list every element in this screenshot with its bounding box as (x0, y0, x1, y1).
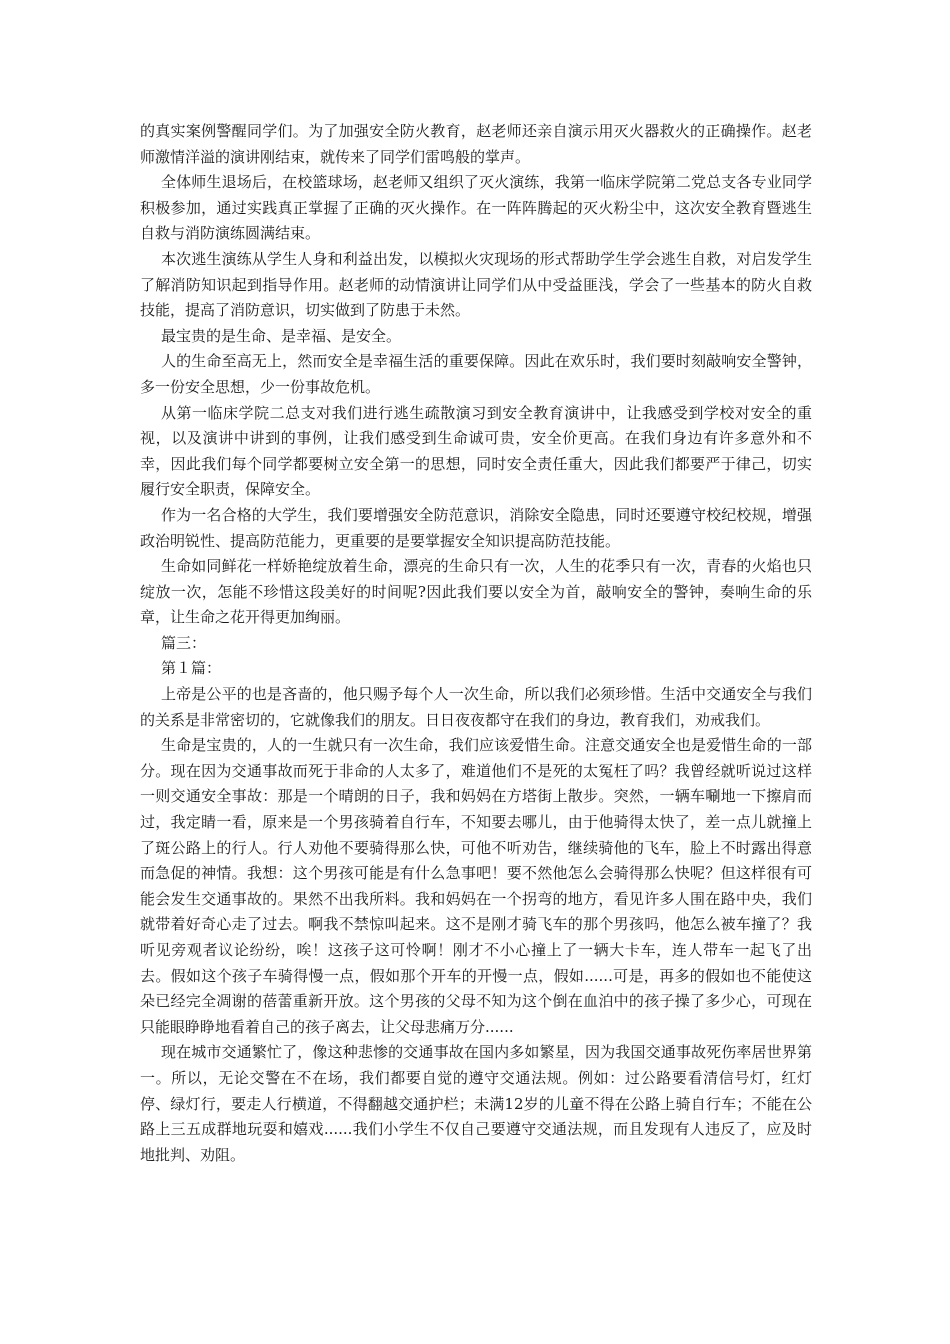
paragraph: 的真实案例警醒同学们。为了加强安全防火教育，赵老师还亲自演示用灭火器救火的正确操作。赵老师激情洋溢的演讲刚结束，就传来了同学们雷鸣般的掌声。 (140, 122, 812, 166)
paragraph: 上帝是公平的也是吝啬的，他只赐予每个人一次生命，所以我们必须珍惜。生活中交通安全与我们的关系是非常密切的，它就像我们的朋友。日日夜夜都守在我们的身边，教育我们，劝戒我们。 (140, 685, 812, 729)
section-heading: 篇三： (161, 633, 207, 652)
paragraph: 作为一名合格的大学生，我们要增强安全防范意识，消除安全隐患，同时还要遵守校纪校规，增强政治明锐性、提高防范能力，更重要的是要掌握安全知识提高防范技能。 (140, 505, 812, 550)
document-page (140, 119, 812, 1168)
paragraph: 本次逃生演练从学生人身和利益出发，以模拟火灾现场的形式帮助学生学会逃生自救，对启发学生了解消防知识起到指导作用。赵老师的动情演讲让同学们从中受益匪浅，学会了一些基本的防火自救技能，提高了消防意识，切实做到了防患于未然。 (140, 249, 812, 320)
subsection-heading: 第１篇： (161, 659, 222, 678)
paragraph: 人的生命至高无上，然而安全是幸福生活的重要保障。因此在欢乐时，我们要时刻敲响安全警钟，多一份安全思想，少一份事故危机。 (140, 352, 812, 396)
paragraph: 生命如同鲜花一样娇艳绽放着生命，漂亮的生命只有一次，人生的花季只有一次，青春的火焰也只绽放一次，怎能不珍惜这段美好的时间呢?因此我们要以安全为首，敲响安全的警钟，奏响生命的乐章，让生命之花开得更加绚丽。 (140, 557, 812, 627)
paragraph: 从第一临床学院二总支对我们进行逃生疏散演习到安全教育演讲中，让我感受到学校对安全的重视，以及演讲中讲到的事例，让我们感受到生命诚可贵，安全价更高。在我们身边有许多意外和不幸，因此我们每个同学都要树立安全第一的思想，同时安全责任重大，因此我们都要严于律己，切实履行安全职责，保障安全。 (140, 403, 812, 499)
paragraph: 全体师生退场后，在校篮球场，赵老师又组织了灭火演练，我第一临床学院第二党总支各专业同学积极参加，通过实践真正掌握了正确的灭火操作。在一阵阵腾起的灭火粉尘中，这次安全教育暨逃生自救与消防演练圆满结束。 (140, 173, 812, 243)
paragraph: 现在城市交通繁忙了，像这种悲惨的交通事故在国内多如繁星，因为我国交通事故死伤率居世界第一。所以，无论交警在不在场，我们都要自觉的遵守交通法规。例如：过公路要看清信号灯，红灯停、绿灯行，要走人行横道，不得翻越交通护栏；未满12岁的儿童不得在公路上骑自行车；不能在公路上三五成群地玩耍和嬉戏......我们小学生不仅自己要遵守交通法规，而且发现有人违反了，应及时地批判、劝阻。 (140, 1043, 812, 1164)
paragraph: 最宝贵的是生命、是幸福、是安全。 (161, 326, 402, 345)
paragraph: 生命是宝贵的，人的一生就只有一次生命，我们应该爱惜生命。注意交通安全也是爱惜生命的一部分。现在因为交通事故而死于非命的人太多了，难道他们不是死的太冤枉了吗？我曾经就听说过这样一则交通安全事故：那是一个晴朗的日子，我和妈妈在方塔街上散步。突然，一辆车唰地一下擦肩而过，我定睛一看，原来是一个男孩骑着自行车，不知要去哪儿，由于他骑得太快了，差一点儿就撞上了斑公路上的行人。行人劝他不要骑得那么快，可他不听劝告，继续骑他的飞车，脸上不时露出得意而急促的神情。我想：这个男孩可能是有什么急事吧！要不然他怎么会骑得那么快呢？但这样很有可能会发生交通事故的。果然不出我所料。我和妈妈在一个拐弯的地方，看见许多人围在路中央，我们就带着好奇心走了过去。啊我不禁惊叫起来。这不是刚才骑飞车的那个男孩吗，他怎么被车撞了？我听见旁观者议论纷纷，唉！这孩子这可怜啊！刚才不小心撞上了一辆大卡车，连人带车一起飞了出去。假如这个孩子车骑得慢一点，假如那个开车的开慢一点，假如......可是，再多的假如也不能使这朵已经完全凋谢的蓓蕾重新开放。这个男孩的父母不知为这个倒在血泊中的孩子操了多少心，可现在只能眼睁睁地看着自己的孩子离去，让父母悲痛万分...... (140, 736, 812, 1036)
